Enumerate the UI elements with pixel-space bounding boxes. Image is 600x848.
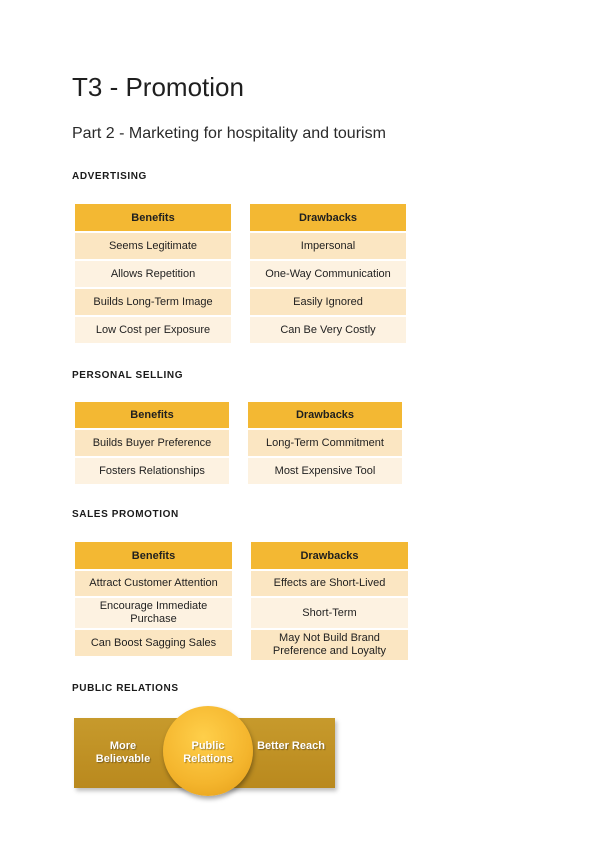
page-subtitle: Part 2 - Marketing for hospitality and tourism	[72, 125, 386, 142]
benefit-cell: Seems Legitimate	[75, 233, 231, 261]
drawback-cell: Can Be Very Costly	[250, 317, 406, 345]
sales-promotion-benefits-table	[75, 542, 232, 658]
section-label-sales-promotion: SALES PROMOTION	[72, 509, 179, 520]
drawbacks-header: Drawbacks	[251, 542, 408, 571]
drawbacks-header: Drawbacks	[248, 402, 402, 430]
drawback-cell: Effects are Short-Lived	[251, 571, 408, 598]
drawback-cell: Easily Ignored	[250, 289, 406, 317]
benefit-cell: Encourage Immediate Purchase	[75, 598, 232, 630]
pr-right-label: Better Reach	[257, 740, 325, 752]
drawback-cell: May Not Build Brand Preference and Loyalty	[251, 630, 408, 662]
benefit-cell: Fosters Relationships	[75, 458, 229, 486]
personal-selling-benefits-table	[75, 402, 229, 486]
pr-center-label: Public Relations	[183, 740, 233, 765]
advertising-drawbacks-table	[250, 204, 406, 345]
benefits-header: Benefits	[75, 542, 232, 571]
section-label-advertising: ADVERTISING	[72, 171, 147, 182]
benefit-cell: Can Boost Sagging Sales	[75, 630, 232, 658]
benefit-cell: Builds Long-Term Image	[75, 289, 231, 317]
benefit-cell: Low Cost per Exposure	[75, 317, 231, 345]
drawback-cell: One-Way Communication	[250, 261, 406, 289]
benefit-cell: Allows Repetition	[75, 261, 231, 289]
benefit-cell: Builds Buyer Preference	[75, 430, 229, 458]
advertising-benefits-table	[75, 204, 231, 345]
benefits-header: Benefits	[75, 402, 229, 430]
section-label-personal-selling: PERSONAL SELLING	[72, 370, 184, 381]
drawback-cell: Impersonal	[250, 233, 406, 261]
benefits-header: Benefits	[75, 204, 231, 233]
pr-left-label: More Believable	[95, 740, 151, 765]
personal-selling-drawbacks-table	[248, 402, 402, 486]
drawback-cell: Most Expensive Tool	[248, 458, 402, 486]
drawback-cell: Long-Term Commitment	[248, 430, 402, 458]
drawbacks-header: Drawbacks	[250, 204, 406, 233]
section-label-public-relations: PUBLIC RELATIONS	[72, 683, 179, 694]
benefit-cell: Attract Customer Attention	[75, 571, 232, 598]
page-title: T3 - Promotion	[72, 72, 244, 102]
sales-promotion-drawbacks-table	[251, 542, 408, 662]
drawback-cell: Short-Term	[251, 598, 408, 630]
